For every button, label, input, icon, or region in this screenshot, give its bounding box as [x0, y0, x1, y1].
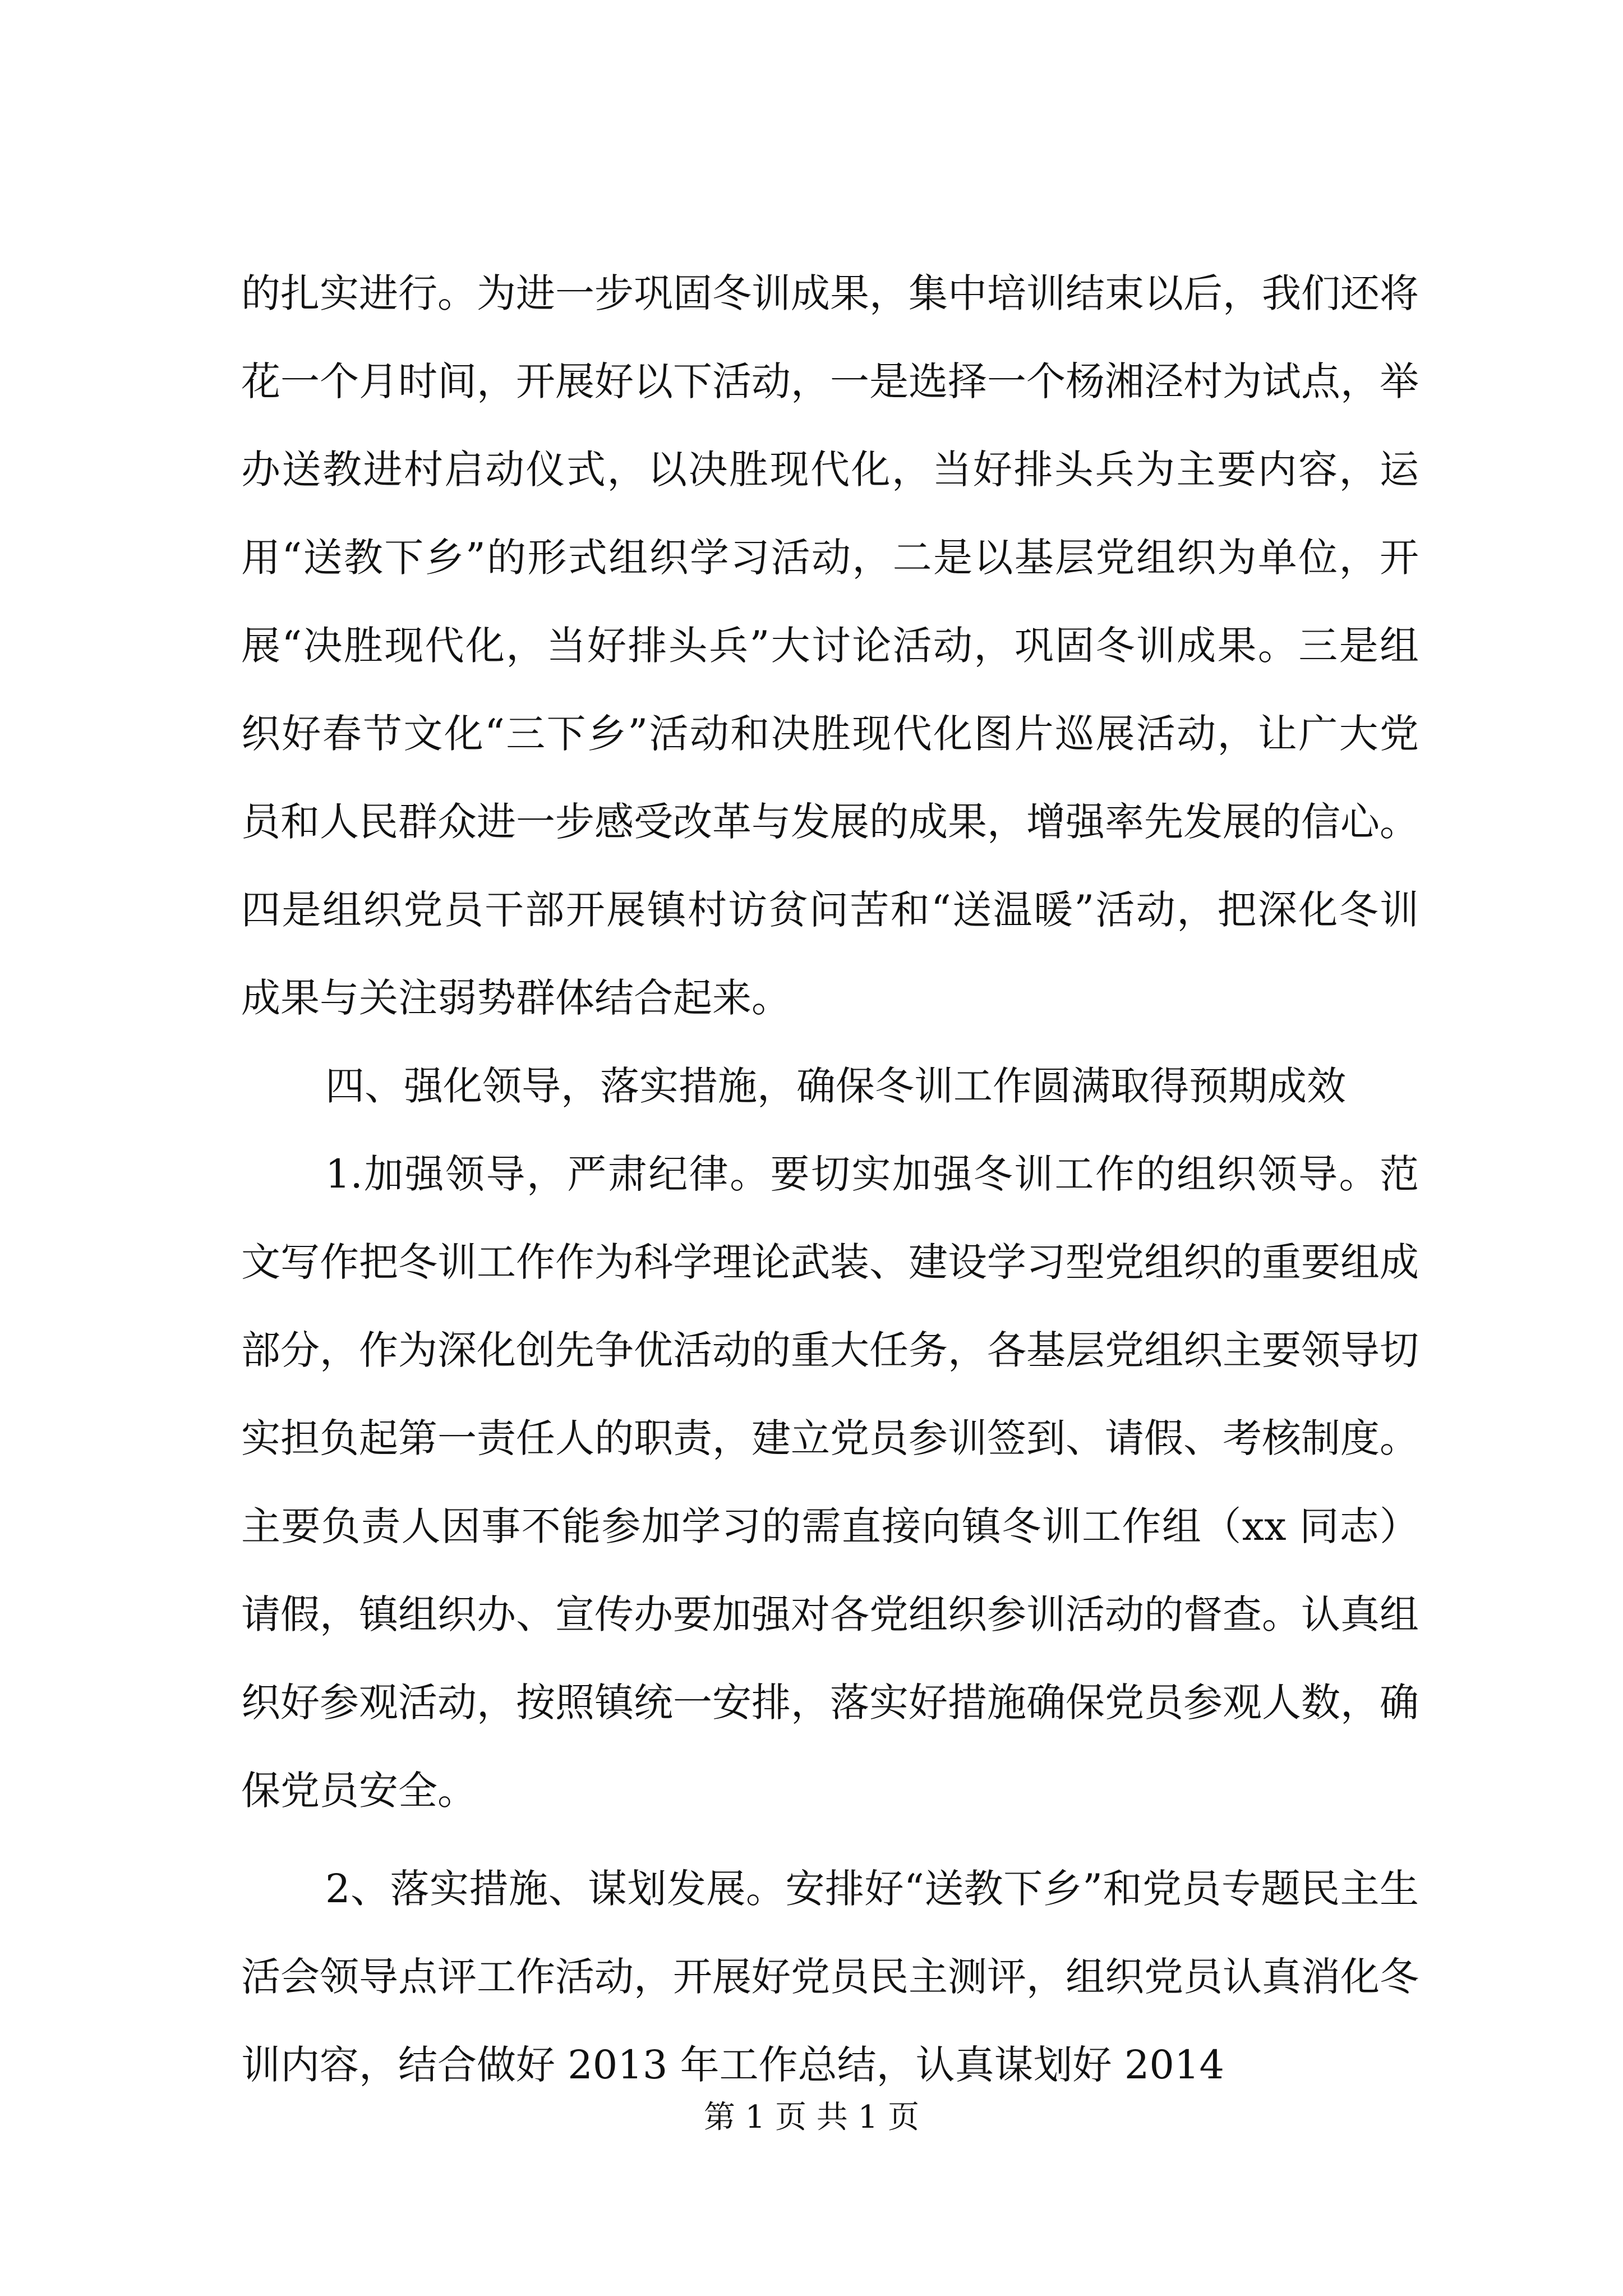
section-heading: 四、强化领导，落实措施，确保冬训工作圆满取得预期成效: [325, 1063, 1346, 1109]
paragraph-continuation: 的扎实进行。为进一步巩固冬训成果，集中培训结束以后，我们还将花一个月时间，开展好以下活动，一是选择一个杨湘泾村为试点，举办送教进村启动仪式，以决胜现代化，当好排头兵为主要内容，运用“送教下乡”的形式组织学习活动，二是以基层党组织为单位，开展“决胜现代化，当好排头兵”大讨论活动，巩固冬训成果。三是组织好春节文化“三下乡”活动和决胜现代化图片巡展活动，让广大党员和人民群众进一步感受改革与发展的成果，增强率先发展的信心。四是组织党员干部开展镇村访贫问苦和“送温暖”活动，把深化冬训成果与关注弱势群体结合起来。: [241, 270, 1419, 1021]
paragraph-measures: 2、落实措施、谋划发展。安排好“送教下乡”和党员专题民主生活会领导点评工作活动，开展好党员民主测评，组织党员认真消化冬训内容，结合做好 2013 年工作总结，认真谋划好 2014: [241, 1866, 1419, 2088]
paragraph-leadership: 1.加强领导，严肃纪律。要切实加强冬训工作的组织领导。范文写作把冬训工作作为科学理论武装、建设学习型党组织的重要组成部分，作为深化创先争优活动的重大任务，各基层党组织主要领导切实担负起第一责任人的职责，建立党员参训签到、请假、考核制度。主要负责人因事不能参加学习的需直接向镇冬训工作组（xx 同志）请假，镇组织办、宣传办要加强对各党组织参训活动的督查。认真组织好参观活动，按照镇统一安排，落实好措施确保党员参观人数，确保党员安全。: [241, 1151, 1419, 1814]
document-body: [241, 250, 1419, 2109]
page-footer: 第 1 页 共 1 页: [703, 2099, 920, 2136]
